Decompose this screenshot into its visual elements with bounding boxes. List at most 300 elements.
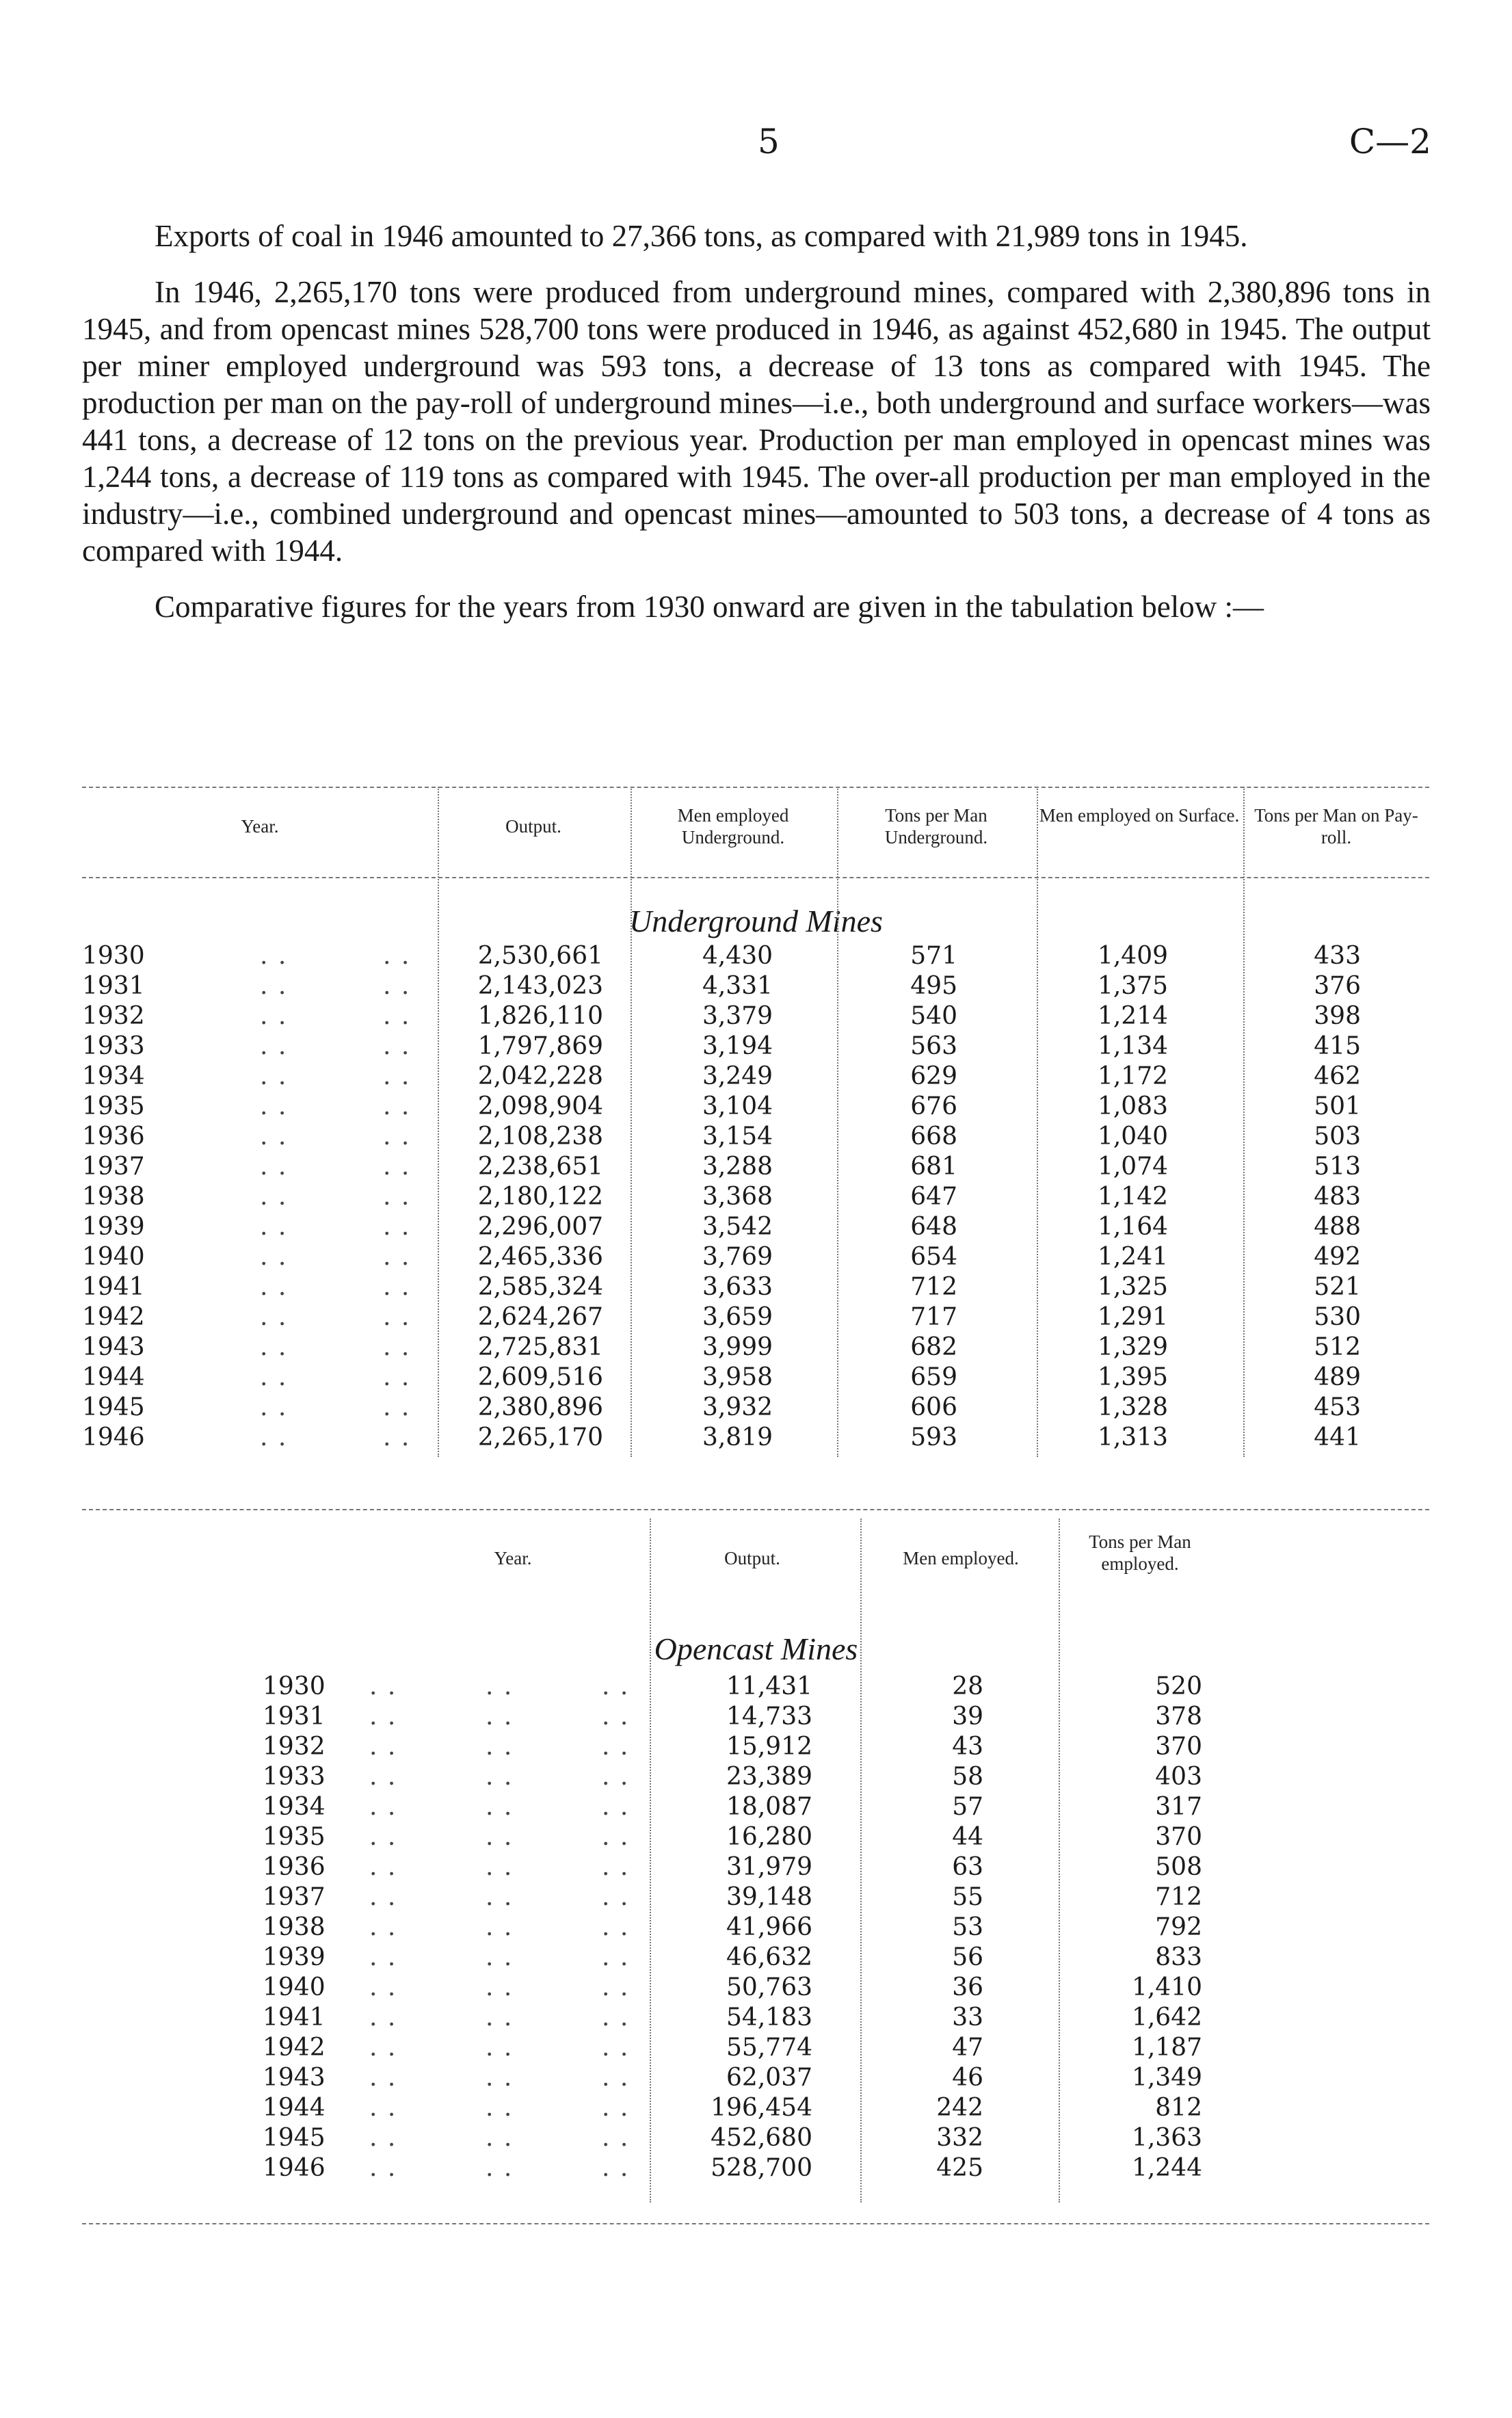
- leader-dots: . .: [369, 1883, 397, 1911]
- leader-dots: . .: [383, 1153, 411, 1181]
- cell-output: 1,797,869: [477, 1032, 603, 1060]
- leader-dots: . .: [486, 1943, 514, 1971]
- leader-dots: . .: [260, 1213, 288, 1241]
- cell-year: 1938: [82, 1183, 145, 1211]
- cell-tons: 812: [1155, 2094, 1202, 2122]
- cell-men: 55: [952, 1883, 983, 1911]
- cell-men-underground: 3,542: [702, 1213, 773, 1241]
- cell-tons: 403: [1155, 1763, 1202, 1791]
- cell-year: 1930: [263, 1672, 326, 1700]
- cell-year: 1936: [263, 1853, 326, 1881]
- leader-dots: . .: [383, 1213, 411, 1241]
- cell-output: 2,238,651: [477, 1153, 603, 1181]
- leader-dots: . .: [602, 2034, 630, 2062]
- cell-men-surface: 1,083: [1097, 1092, 1168, 1120]
- table-row: [0, 1702, 1512, 1732]
- cell-output: 18,087: [726, 1793, 812, 1821]
- cell-output: 2,725,831: [477, 1333, 603, 1361]
- cell-men-underground: 3,104: [702, 1092, 773, 1120]
- leader-dots: . .: [602, 1672, 630, 1700]
- cell-year: 1931: [82, 972, 145, 1000]
- cell-output: 452,680: [711, 2124, 812, 2152]
- leader-dots: . .: [486, 1763, 514, 1791]
- page-number: 5: [758, 122, 780, 161]
- leader-dots: . .: [486, 1823, 514, 1851]
- leader-dots: . .: [369, 2064, 397, 2092]
- leader-dots: . .: [369, 1823, 397, 1851]
- table-row: [0, 1182, 1512, 1212]
- col-head-men-underground: Men employed Underground.: [677, 805, 789, 847]
- leader-dots: . .: [369, 1763, 397, 1791]
- cell-men-underground: 3,958: [702, 1363, 773, 1391]
- cell-year: 1933: [263, 1763, 326, 1791]
- cell-men-surface: 1,313: [1097, 1423, 1168, 1451]
- cell-men-underground: 4,331: [702, 972, 773, 1000]
- leader-dots: . .: [369, 1913, 397, 1941]
- underground-header-bottom-rule: [82, 877, 1429, 878]
- cell-men: 242: [936, 2094, 983, 2122]
- leader-dots: . .: [602, 1973, 630, 2001]
- cell-year: 1939: [263, 1943, 326, 1971]
- leader-dots: . .: [260, 1303, 288, 1331]
- leader-dots: . .: [486, 2064, 514, 2092]
- cell-tons-underground: 571: [910, 942, 957, 970]
- cell-men: 425: [936, 2154, 983, 2182]
- oc-col-head-year: Year.: [494, 1548, 532, 1568]
- cell-men: 63: [952, 1853, 983, 1881]
- cell-men-surface: 1,328: [1097, 1393, 1168, 1421]
- cell-output: 2,530,661: [477, 942, 603, 970]
- cell-year: 1934: [263, 1793, 326, 1821]
- leader-dots: . .: [369, 2094, 397, 2122]
- cell-tons: 1,363: [1131, 2124, 1202, 2152]
- cell-men-underground: 3,288: [702, 1153, 773, 1181]
- leader-dots: . .: [260, 1062, 288, 1090]
- cell-year: 1931: [263, 1703, 326, 1731]
- cell-tons-payroll: 483: [1314, 1183, 1361, 1211]
- cell-output: 2,609,516: [477, 1363, 603, 1391]
- leader-dots: . .: [602, 1943, 630, 1971]
- leader-dots: . .: [260, 1273, 288, 1301]
- cell-output: 528,700: [711, 2154, 812, 2182]
- cell-tons: 378: [1155, 1703, 1202, 1731]
- leader-dots: . .: [260, 1153, 288, 1181]
- oc-col-head-tons: Tons per Man employed.: [1089, 1532, 1191, 1574]
- underground-table-bottom-rule: [82, 1509, 1429, 1510]
- cell-year: 1937: [263, 1883, 326, 1911]
- cell-output: 50,763: [726, 1973, 812, 2001]
- cell-output: 16,280: [726, 1823, 812, 1851]
- cell-men-surface: 1,291: [1097, 1303, 1168, 1331]
- cell-year: 1941: [263, 2003, 326, 2032]
- table-row: [0, 971, 1512, 1001]
- underground-table-top-rule: [82, 787, 1429, 788]
- cell-men: 47: [952, 2034, 983, 2062]
- cell-year: 1933: [82, 1032, 145, 1060]
- cell-men: 28: [952, 1672, 983, 1700]
- cell-year: 1944: [82, 1363, 145, 1391]
- leader-dots: . .: [383, 1273, 411, 1301]
- cell-tons-underground: 668: [910, 1122, 957, 1151]
- col-head-men-surface: Men employed on Surface.: [1039, 805, 1240, 826]
- leader-dots: . .: [383, 1002, 411, 1030]
- cell-men-surface: 1,142: [1097, 1183, 1168, 1211]
- leader-dots: . .: [383, 1363, 411, 1391]
- table-row: [0, 1913, 1512, 1943]
- cell-year: 1943: [263, 2064, 326, 2092]
- paragraph-comparative: Comparative figures for the years from 1930 onward are given in the tabulation below :—: [155, 590, 1264, 624]
- table-row: [0, 1272, 1512, 1302]
- leader-dots: . .: [260, 1333, 288, 1361]
- leader-dots: . .: [369, 1973, 397, 2001]
- leader-dots: . .: [383, 1393, 411, 1421]
- table-row: [0, 1973, 1512, 2003]
- cell-men: 53: [952, 1913, 983, 1941]
- cell-men: 46: [952, 2064, 983, 2092]
- leader-dots: . .: [383, 1183, 411, 1211]
- cell-tons: 792: [1155, 1913, 1202, 1941]
- leader-dots: . .: [383, 1423, 411, 1451]
- table-row: [0, 941, 1512, 971]
- table-row: [0, 1792, 1512, 1822]
- cell-year: 1938: [263, 1913, 326, 1941]
- cell-output: 2,098,904: [477, 1092, 603, 1120]
- cell-men-surface: 1,409: [1097, 942, 1168, 970]
- cell-tons: 317: [1155, 1793, 1202, 1821]
- cell-year: 1935: [82, 1092, 145, 1120]
- cell-men: 44: [952, 1823, 983, 1851]
- leader-dots: . .: [486, 1853, 514, 1881]
- cell-output: 2,465,336: [477, 1243, 603, 1271]
- cell-men-underground: 4,430: [702, 942, 773, 970]
- leader-dots: . .: [602, 1763, 630, 1791]
- table-row: [0, 1122, 1512, 1152]
- table-row: [0, 1423, 1512, 1453]
- cell-year: 1936: [82, 1122, 145, 1151]
- leader-dots: . .: [369, 1853, 397, 1881]
- leader-dots: . .: [486, 1883, 514, 1911]
- leader-dots: . .: [486, 2034, 514, 2062]
- cell-output: 41,966: [726, 1913, 812, 1941]
- leader-dots: . .: [383, 1243, 411, 1271]
- cell-output: 2,624,267: [477, 1303, 603, 1331]
- cell-year: 1932: [82, 1002, 145, 1030]
- cell-output: 55,774: [726, 2034, 812, 2062]
- cell-men-underground: 3,249: [702, 1062, 773, 1090]
- leader-dots: . .: [486, 1793, 514, 1821]
- cell-tons-payroll: 489: [1314, 1363, 1361, 1391]
- leader-dots: . .: [486, 1672, 514, 1700]
- leader-dots: . .: [602, 2154, 630, 2182]
- leader-dots: . .: [369, 1943, 397, 1971]
- cell-output: 62,037: [726, 2064, 812, 2092]
- cell-output: 2,180,122: [477, 1183, 603, 1211]
- cell-men-surface: 1,375: [1097, 972, 1168, 1000]
- cell-year: 1942: [82, 1303, 145, 1331]
- cell-tons-payroll: 441: [1314, 1423, 1361, 1451]
- cell-men: 36: [952, 1973, 983, 2001]
- cell-tons-payroll: 376: [1314, 972, 1361, 1000]
- cell-men-surface: 1,214: [1097, 1002, 1168, 1030]
- cell-year: 1930: [82, 942, 145, 970]
- leader-dots: . .: [486, 2003, 514, 2032]
- cell-year: 1937: [82, 1153, 145, 1181]
- table-row: [0, 1762, 1512, 1792]
- table-row: [0, 1363, 1512, 1393]
- cell-tons-underground: 676: [910, 1092, 957, 1120]
- leader-dots: . .: [602, 1793, 630, 1821]
- cell-year: 1932: [263, 1733, 326, 1761]
- cell-tons-payroll: 512: [1314, 1333, 1361, 1361]
- leader-dots: . .: [369, 2124, 397, 2152]
- leader-dots: . .: [602, 1703, 630, 1731]
- table-row: [0, 2063, 1512, 2093]
- leader-dots: . .: [486, 1733, 514, 1761]
- cell-year: 1946: [263, 2154, 326, 2182]
- cell-tons-underground: 606: [910, 1393, 957, 1421]
- cell-tons-underground: 563: [910, 1032, 957, 1060]
- cell-output: 23,389: [726, 1763, 812, 1791]
- opencast-table-bottom-rule: [82, 2223, 1429, 2224]
- cell-tons-underground: 495: [910, 972, 957, 1000]
- cell-tons-underground: 681: [910, 1153, 957, 1181]
- leader-dots: . .: [602, 1823, 630, 1851]
- cell-output: 2,042,228: [477, 1062, 603, 1090]
- cell-tons-payroll: 433: [1314, 942, 1361, 970]
- cell-output: 2,265,170: [477, 1423, 603, 1451]
- leader-dots: . .: [602, 2094, 630, 2122]
- cell-men-surface: 1,172: [1097, 1062, 1168, 1090]
- leader-dots: . .: [383, 1122, 411, 1151]
- leader-dots: . .: [369, 1793, 397, 1821]
- cell-men-surface: 1,134: [1097, 1032, 1168, 1060]
- leader-dots: . .: [486, 1913, 514, 1941]
- cell-men-underground: 3,154: [702, 1122, 773, 1151]
- cell-men: 33: [952, 2003, 983, 2032]
- table-row: [0, 1242, 1512, 1272]
- opencast-section-title: Opencast Mines: [654, 1631, 858, 1666]
- cell-men-underground: 3,819: [702, 1423, 773, 1451]
- leader-dots: . .: [260, 1002, 288, 1030]
- cell-men-surface: 1,164: [1097, 1213, 1168, 1241]
- cell-tons: 833: [1155, 1943, 1202, 1971]
- cell-output: 11,431: [726, 1672, 812, 1700]
- table-row: [0, 2153, 1512, 2183]
- cell-year: 1945: [82, 1393, 145, 1421]
- cell-year: 1944: [263, 2094, 326, 2122]
- cell-men-underground: 3,932: [702, 1393, 773, 1421]
- cell-men-underground: 3,659: [702, 1303, 773, 1331]
- table-row: [0, 1732, 1512, 1762]
- cell-year: 1942: [263, 2034, 326, 2062]
- leader-dots: . .: [369, 2003, 397, 2032]
- cell-men-underground: 3,368: [702, 1183, 773, 1211]
- leader-dots: . .: [486, 2154, 514, 2182]
- leader-dots: . .: [602, 1913, 630, 1941]
- cell-tons: 370: [1155, 1823, 1202, 1851]
- cell-men-surface: 1,329: [1097, 1333, 1168, 1361]
- cell-tons-payroll: 503: [1314, 1122, 1361, 1151]
- cell-tons-payroll: 530: [1314, 1303, 1361, 1331]
- table-row: [0, 1212, 1512, 1242]
- cell-year: 1943: [82, 1333, 145, 1361]
- cell-men: 57: [952, 1793, 983, 1821]
- cell-men: 39: [952, 1703, 983, 1731]
- leader-dots: . .: [383, 972, 411, 1000]
- leader-dots: . .: [260, 1243, 288, 1271]
- leader-dots: . .: [260, 1122, 288, 1151]
- cell-tons-underground: 540: [910, 1002, 957, 1030]
- leader-dots: . .: [602, 1853, 630, 1881]
- col-head-year: Year.: [241, 816, 279, 837]
- oc-col-head-output: Output.: [724, 1548, 780, 1568]
- cell-output: 46,632: [726, 1943, 812, 1971]
- cell-tons-underground: 717: [910, 1303, 957, 1331]
- cell-tons-underground: 647: [910, 1183, 957, 1211]
- cell-men-underground: 3,379: [702, 1002, 773, 1030]
- leader-dots: . .: [369, 1672, 397, 1700]
- cell-tons-payroll: 398: [1314, 1002, 1361, 1030]
- leader-dots: . .: [369, 1703, 397, 1731]
- leader-dots: . .: [260, 1032, 288, 1060]
- table-row: [0, 1393, 1512, 1423]
- table-row: [0, 1943, 1512, 1973]
- cell-output: 2,296,007: [477, 1213, 603, 1241]
- cell-tons-underground: 648: [910, 1213, 957, 1241]
- leader-dots: . .: [383, 1032, 411, 1060]
- leader-dots: . .: [260, 1393, 288, 1421]
- cell-men-surface: 1,325: [1097, 1273, 1168, 1301]
- table-row: [0, 2033, 1512, 2063]
- cell-tons: 1,187: [1131, 2034, 1202, 2062]
- cell-men-surface: 1,395: [1097, 1363, 1168, 1391]
- leader-dots: . .: [260, 1092, 288, 1120]
- cell-men-underground: 3,194: [702, 1032, 773, 1060]
- table-row: [0, 1152, 1512, 1182]
- page-header: [0, 122, 1512, 163]
- cell-output: 2,143,023: [477, 972, 603, 1000]
- cell-men: 56: [952, 1943, 983, 1971]
- leader-dots: . .: [486, 2124, 514, 2152]
- cell-tons-underground: 593: [910, 1423, 957, 1451]
- table-row: [0, 1672, 1512, 1702]
- leader-dots: . .: [383, 1333, 411, 1361]
- leader-dots: . .: [260, 1183, 288, 1211]
- cell-men-underground: 3,999: [702, 1333, 773, 1361]
- leader-dots: . .: [602, 2124, 630, 2152]
- cell-tons: 1,244: [1131, 2154, 1202, 2182]
- cell-tons-payroll: 521: [1314, 1273, 1361, 1301]
- underground-section-title: Underground Mines: [629, 904, 883, 938]
- oc-col-head-men: Men employed.: [903, 1548, 1019, 1568]
- cell-tons: 508: [1155, 1853, 1202, 1881]
- cell-output: 2,108,238: [477, 1122, 603, 1151]
- table-row: [0, 1822, 1512, 1852]
- cell-output: 15,912: [726, 1733, 812, 1761]
- leader-dots: . .: [369, 2034, 397, 2062]
- cell-tons: 520: [1155, 1672, 1202, 1700]
- leader-dots: . .: [260, 1363, 288, 1391]
- cell-men: 58: [952, 1763, 983, 1791]
- cell-year: 1941: [82, 1273, 145, 1301]
- table-row: [0, 1852, 1512, 1882]
- leader-dots: . .: [383, 1303, 411, 1331]
- leader-dots: . .: [383, 942, 411, 970]
- cell-tons-payroll: 488: [1314, 1213, 1361, 1241]
- col-head-tons-payroll: Tons per Man on Pay-roll.: [1254, 805, 1418, 847]
- body-text: [82, 218, 1431, 644]
- cell-tons-payroll: 492: [1314, 1243, 1361, 1271]
- table-row: [0, 1031, 1512, 1062]
- table-row: [0, 1092, 1512, 1122]
- cell-output: 14,733: [726, 1703, 812, 1731]
- cell-output: 2,585,324: [477, 1273, 603, 1301]
- cell-output: 196,454: [711, 2094, 812, 2122]
- table-row: [0, 1001, 1512, 1031]
- cell-men: 43: [952, 1733, 983, 1761]
- cell-year: 1939: [82, 1213, 145, 1241]
- leader-dots: . .: [369, 1733, 397, 1761]
- table-row: [0, 1062, 1512, 1092]
- leader-dots: . .: [602, 2003, 630, 2032]
- cell-tons-underground: 659: [910, 1363, 957, 1391]
- leader-dots: . .: [369, 2154, 397, 2182]
- table-row: [0, 2093, 1512, 2123]
- cell-men-underground: 3,769: [702, 1243, 773, 1271]
- paragraph-production: In 1946, 2,265,170 tons were produced from underground mines, compared with 2,380,896 tons in 1945, and from opencast mines 528,700 tons were produced in 1946, as against 452,680 in 1945. The output per miner employed underground was 593 tons, a decrease of 13 tons as compared with 1945. The production per man on the pay-roll of underground mines—i.e., both underground and surface workers—was 441 tons, a decrease of 12 tons on the previous year. Production per man employed in opencast mines was 1,244 tons, a decrease of 119 tons as compared with 1945. The over-all production per man employed in the industry—i.e., combined underground and opencast mines—amounted to 503 tons, a decrease of 4 tons as compared with 1944.: [82, 275, 1431, 568]
- cell-men-underground: 3,633: [702, 1273, 773, 1301]
- document-code: C—2: [1349, 122, 1431, 161]
- cell-year: 1935: [263, 1823, 326, 1851]
- cell-tons-payroll: 501: [1314, 1092, 1361, 1120]
- cell-tons-underground: 712: [910, 1273, 957, 1301]
- cell-tons-payroll: 513: [1314, 1153, 1361, 1181]
- cell-year: 1940: [263, 1973, 326, 2001]
- cell-output: 31,979: [726, 1853, 812, 1881]
- paragraph-exports: Exports of coal in 1946 amounted to 27,366 tons, as compared with 21,989 tons in 1945.: [155, 219, 1248, 253]
- leader-dots: . .: [602, 1883, 630, 1911]
- leader-dots: . .: [383, 1062, 411, 1090]
- cell-tons-payroll: 415: [1314, 1032, 1361, 1060]
- cell-tons: 1,410: [1131, 1973, 1202, 2001]
- cell-year: 1946: [82, 1423, 145, 1451]
- cell-tons-underground: 654: [910, 1243, 957, 1271]
- leader-dots: . .: [602, 1733, 630, 1761]
- leader-dots: . .: [260, 972, 288, 1000]
- cell-output: 39,148: [726, 1883, 812, 1911]
- cell-tons-underground: 629: [910, 1062, 957, 1090]
- cell-tons-payroll: 462: [1314, 1062, 1361, 1090]
- leader-dots: . .: [260, 1423, 288, 1451]
- leader-dots: . .: [602, 2064, 630, 2092]
- cell-output: 2,380,896: [477, 1393, 603, 1421]
- cell-tons: 1,642: [1131, 2003, 1202, 2032]
- leader-dots: . .: [383, 1092, 411, 1120]
- leader-dots: . .: [486, 2094, 514, 2122]
- table-row: [0, 1882, 1512, 1913]
- cell-men-surface: 1,074: [1097, 1153, 1168, 1181]
- cell-men-surface: 1,040: [1097, 1122, 1168, 1151]
- cell-year: 1945: [263, 2124, 326, 2152]
- cell-tons: 370: [1155, 1733, 1202, 1761]
- table-row: [0, 2123, 1512, 2153]
- table-row: [0, 1332, 1512, 1363]
- leader-dots: . .: [486, 1973, 514, 2001]
- cell-output: 54,183: [726, 2003, 812, 2032]
- col-head-output: Output.: [505, 816, 561, 837]
- col-head-tons-underground: Tons per Man Underground.: [884, 805, 988, 847]
- leader-dots: . .: [486, 1703, 514, 1731]
